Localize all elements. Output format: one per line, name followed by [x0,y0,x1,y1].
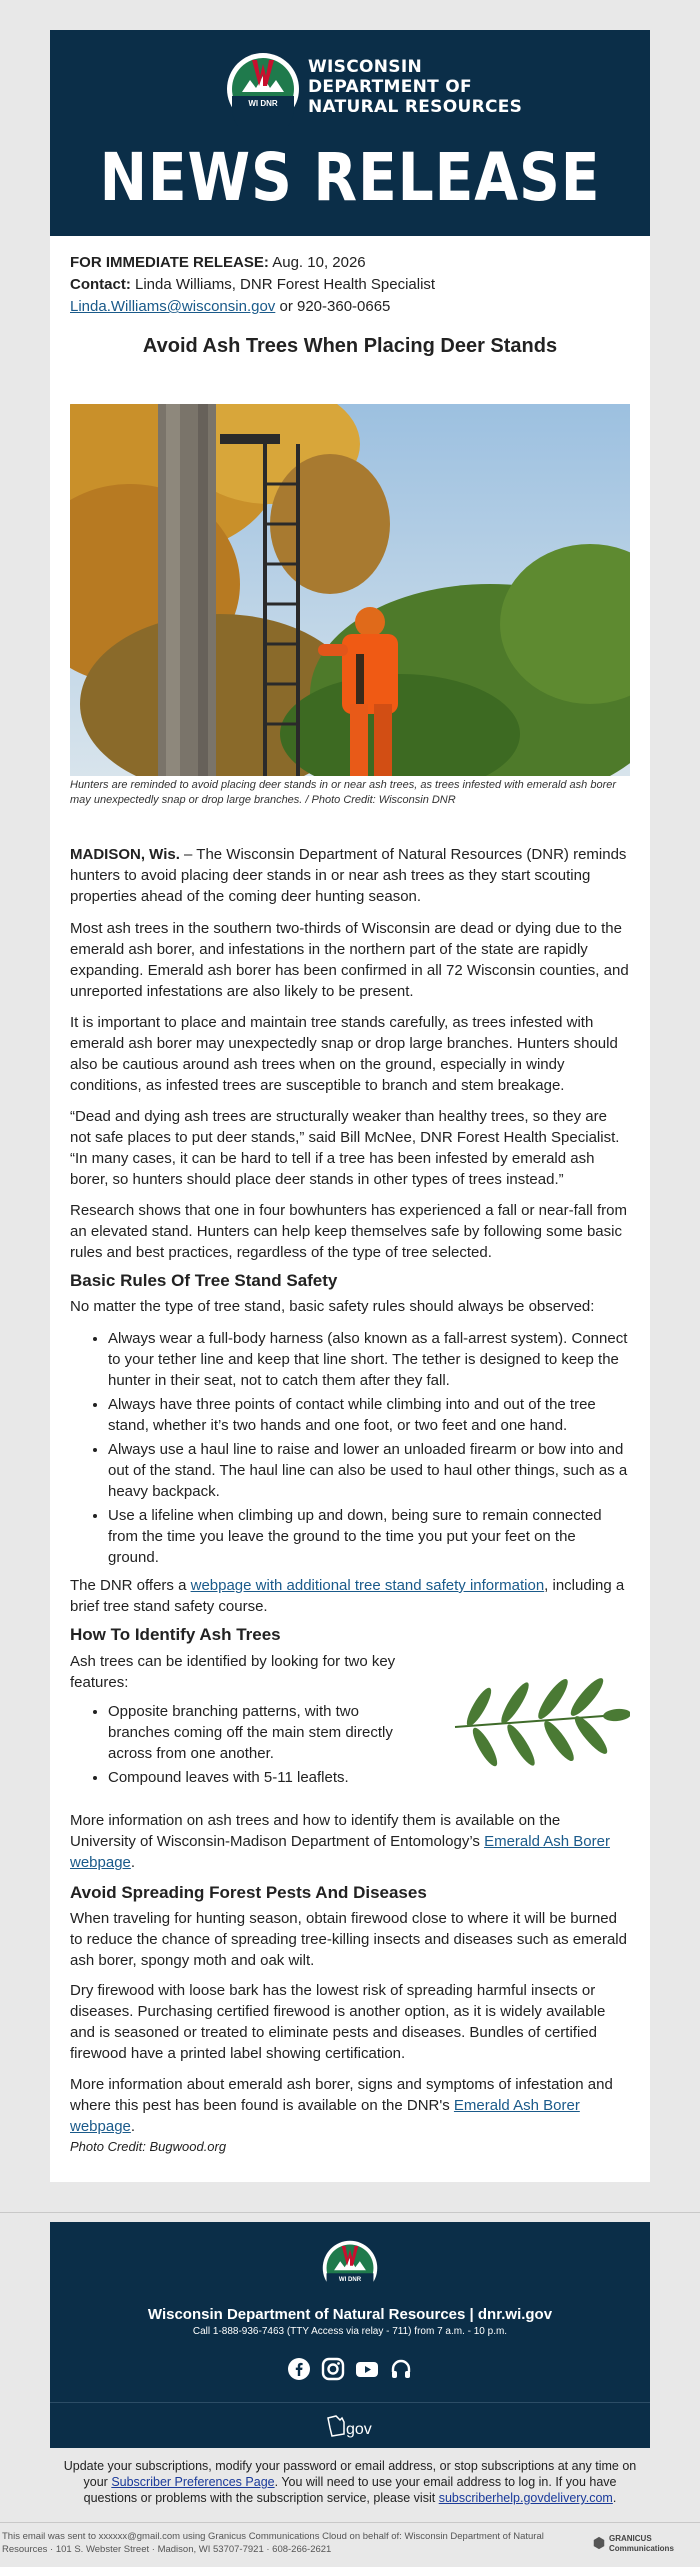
stand-caution-paragraph: It is important to place and maintain tree stands carefully, as trees infested with emerald ash borer may unexpectedly snap or drop large branches. Hunters should also be cautious around ash trees when on the ground, especially in windy conditions, as infested trees are susceptible to branch and stem breakage. [70,1014,618,1094]
tree-stand-safety-link[interactable]: webpage with additional tree stand safety information [190,1577,545,1594]
footer-divider [50,2402,650,2403]
contact-label: Contact: [70,276,131,293]
firewood-paragraph: When traveling for hunting season, obtain firewood close to where it will be burned to reduce the chance of spreading tree-killing insects and diseases such as emerald ash borer, spongy moth and oak wilt. [70,1910,627,1969]
podcast-headphones-icon[interactable] [389,2357,413,2381]
footer-call-info: Call 1-888-936-7463 (TTY Access via relay - 711) from 7 a.m. - 10 p.m. [192,2326,508,2337]
header-banner [50,30,650,236]
contact-line [70,274,435,296]
granicus-icon [592,2536,606,2550]
wi-dnr-logo [226,52,300,126]
agency-name [308,57,522,117]
list-item: • Always wear a full-body harness (also known as a fall-arrest system). Connect to your tether line and keep that line short. The tether is designed to keep the hunter in their seat, not to catch them after they fall. [108,1328,628,1391]
dateline: MADISON, Wis. [70,846,180,863]
subscriber-preferences-link[interactable]: Subscriber Preferences Page [111,2475,275,2489]
subscriber-help-link[interactable]: subscriberhelp.govdelivery.com [438,2491,613,2505]
release-label: FOR IMMEDIATE RELEASE: [70,254,269,271]
release-date: Aug. 10, 2026 [272,254,366,271]
release-date-line [70,252,366,274]
agency-line: WISCONSIN [308,57,422,77]
more-info-paragraph: More information on ash trees and how to identify them is available on the University of Wisconsin-Madison Department of Entomology’s Emerald Ash Borer webpage. [70,1812,610,1871]
list-item: • Opposite branching patterns, with two branches coming off the main stem directly across from one another. [108,1701,408,1764]
logo-text: WI DNR [338,2276,362,2283]
subscription-notice: Update your subscriptions, modify your password or email address, or stop subscriptions at any time on your Subscriber Preferences Page. You will need to use your email address to log in. If you have questions or problems with the subscription service, please visit subscriberhelp.govdelivery.com. [63,2459,637,2505]
social-icons [50,2357,650,2385]
wisconsin-gov-logo[interactable] [326,2412,376,2440]
list-item: • Always use a haul line to raise and lower an unloaded firearm or bow into and out of the stand. The haul line can also be used to haul other things, such as a heavy backpack. [108,1439,628,1502]
instagram-icon[interactable] [321,2357,345,2381]
divider [0,2522,700,2523]
dnr-safety-paragraph: The DNR offers a webpage with additional tree stand safety information, including a brief tree stand safety course. [70,1577,625,1615]
granicus-name: GRANICUS [609,2534,652,2543]
identify-heading: How To Identify Ash Trees [70,1625,281,1644]
photo-caption: Hunters are reminded to avoid placing deer stands in or near ash trees, as trees infested with emerald ash borer may unexpectedly snap or drop large branches. / Photo Credit: Wisconsin DNR [70,779,617,806]
dry-firewood-paragraph: Dry firewood with loose bark has the lowest risk of spreading harmful insects or diseases. Purchasing certified firewood is another option, as it is widely available and is seasoned or treated to eliminate pests and diseases. Bundles of certified firewood have a printed label showing certification. [70,1982,606,2062]
agency-line: DEPARTMENT OF [308,77,472,97]
granicus-logo[interactable] [592,2532,698,2556]
contact-phone: or 920-360-0665 [279,298,391,315]
specialist-quote-paragraph: “Dead and dying ash trees are structurally weaker than healthy trees, so they are not safe places to put deer stands,” said Bill McNee, DNR Forest Health Specialist. “In many cases, it can be hard to tell if a tree has been infested by emerald ash borer, so hunters should place deer stands in other types of trees instead.” [70,1108,620,1188]
granicus-subtitle: Communications [609,2544,674,2553]
list-item: • Compound leaves with 5-11 leaflets. [108,1767,408,1788]
hunter-deer-stand-photo [70,404,630,776]
safety-rules-list [108,1328,628,1571]
article-title: Avoid Ash Trees When Placing Deer Stands [142,335,558,357]
identify-list [108,1701,408,1791]
uw-eab-link[interactable]: Emerald Ash Borer webpage [70,1833,610,1871]
intro-paragraph: MADISON, Wis. – The Wisconsin Department of Natural Resources (DNR) reminds hunters to avoid placing deer stands in or near ash trees as they start scouting properties ahead of the coming deer hunting season. [70,846,627,905]
identify-intro: Ash trees can be identified by looking for two key features: [70,1653,396,1691]
dnr-eab-link[interactable]: Emerald Ash Borer webpage [70,2097,580,2135]
logo-text: WI DNR [248,99,278,108]
wi-dnr-logo [322,2240,378,2296]
list-item: • Always have three points of contact while climbing into and out of the tree stand, whether it’s two hands and one foot, or two feet and one hand. [108,1394,628,1436]
eab-info-paragraph: More information about emerald ash borer, signs and symptoms of infestation and where this pest has been found is available on the DNR's Emerald Ash Borer webpage. [70,2076,613,2135]
safety-heading: Basic Rules Of Tree Stand Safety [70,1271,338,1290]
ash-leaf-image [445,1655,630,1775]
pests-heading: Avoid Spreading Forest Pests And Diseases [70,1883,427,1902]
research-paragraph: Research shows that one in four bowhunters has experienced a fall or near-fall from an elevated stand. Hunters can help keep themselves safe by following some basic rules and best practices, regardless of the type of tree selected. [70,1202,627,1261]
list-item: • Use a lifeline when climbing up and down, being sure to remain connected from the time you leave the ground to the time you put your feet on the ground. [108,1505,628,1568]
email-card [50,30,650,2182]
legal-text: This email was sent to xxxxxx@gmail.com using Granicus Communications Cloud on behalf of: Wisconsin Department of Natural Resources · 101 S. Webster Street · Madison, WI 53707-7921 · 608-266-2621 [2,2531,544,2555]
facebook-icon[interactable] [287,2357,311,2381]
news-release-headline: NEWS RELEASE [99,139,601,216]
gov-text: gov [346,2421,372,2438]
contact-email-link[interactable]: Linda.Williams@wisconsin.gov [70,298,276,315]
divider [0,2212,700,2213]
footer-banner [50,2222,650,2448]
youtube-icon[interactable] [355,2357,379,2381]
footer-org: Wisconsin Department of Natural Resources | dnr.wi.gov [147,2306,553,2323]
photo-credit: Photo Credit: Bugwood.org [70,2139,227,2154]
safety-intro: No matter the type of tree stand, basic safety rules should always be observed: [70,1298,595,1315]
contact-name: Linda Williams, DNR Forest Health Specialist [135,276,436,293]
ash-decline-paragraph: Most ash trees in the southern two-thirds of Wisconsin are dead or dying due to the emerald ash borer, and infestations in the northern part of the state are rapidly expanding. Emerald ash borer has been confirmed in all 72 Wisconsin counties, and unreported infestations are also likely to be present. [70,920,629,1000]
agency-line: NATURAL RESOURCES [308,97,523,117]
contact-email-line [70,296,390,318]
